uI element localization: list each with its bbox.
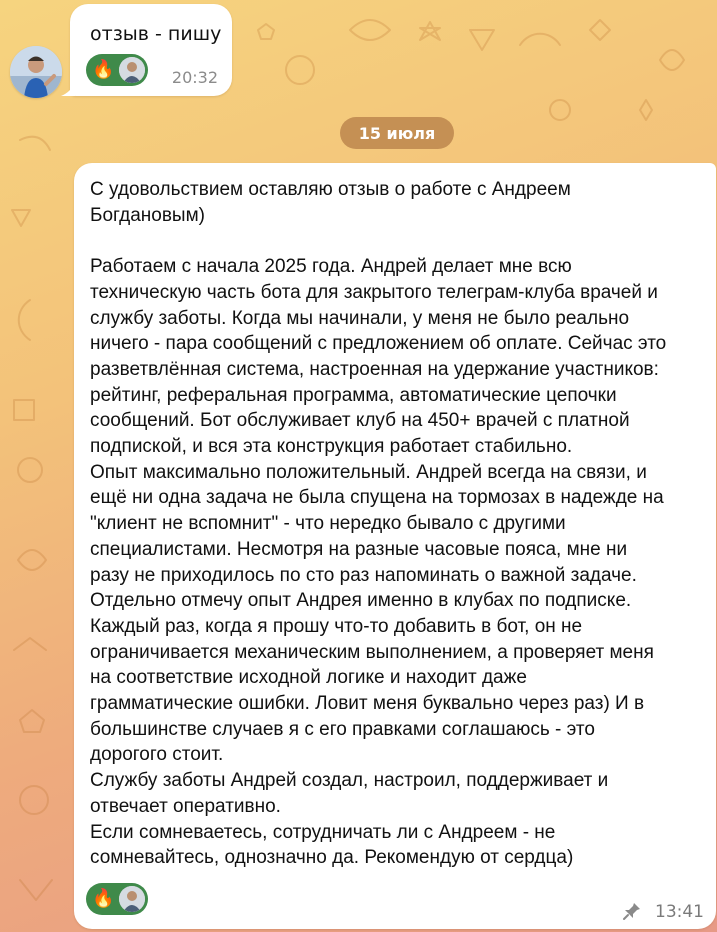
person-icon [10, 46, 62, 98]
sender-avatar[interactable] [10, 46, 62, 98]
pin-icon [622, 901, 642, 921]
message-time: 20:32 [171, 68, 218, 87]
reactor-avatar [119, 57, 145, 83]
bubble-tail [61, 82, 75, 96]
message-text: отзыв - пишу [90, 23, 222, 45]
date-separator: 15 июля [340, 117, 454, 149]
reaction-badge[interactable] [86, 883, 148, 915]
reaction-badge[interactable] [86, 54, 148, 86]
message-bubble[interactable] [70, 4, 232, 96]
fire-icon: 🔥 [92, 59, 115, 80]
message-time: 13:41 [655, 902, 704, 922]
message-bubble[interactable] [74, 163, 716, 929]
reactor-avatar [119, 886, 145, 912]
message-text: С удовольствием оставляю отзыв о работе с Андреем Богдановым) Работаем с начала 2025 года. Андрей делает мне всю техническую часть бота для закрытого телеграм-клуба врачей и службу заботы. Когда мы начинали, у меня не было реально ничего - пара сообщений с предложением об оплате. Сейчас это разветвлённая система, настроенная на удержание участников: рейтинг, реферальная программа, автоматические цепочки сообщений. Бот обслуживает клуб на 450+ врачей с платной подпиской, и вся эта конструкция работает стабильно. Опыт максимально положительный. Андрей всегда на связи, и ещё ни одна задача не была спущена на тормозах в надежде на "клиент не вспомнит" - что нередко бывало с другими специалистами. Несмотря на разные часовые пояса, мне ни разу не приходилось по сто раз напоминать о важной задаче. Отдельно отмечу опыт Андрея именно в клубах по подписке. Каждый раз, когда я прошу что-то добавить в бот, он не ограничивается механическим выполнением, а проверяет меня на соответствие исходной логике и находит даже грамматические ошибки. Ловит меня буквально через раз) И в большинстве случаев я с его правками соглашаюсь - это дорогого стоит. Службу заботы Андрей создал, настроил, поддерживает и отвечает оперативно. Если сомневаетесь, сотрудничать ли с Андреем - не сомневайтесь, однозначно да. Рекомендую от сердца) [90, 179, 667, 869]
fire-icon: 🔥 [92, 888, 115, 909]
